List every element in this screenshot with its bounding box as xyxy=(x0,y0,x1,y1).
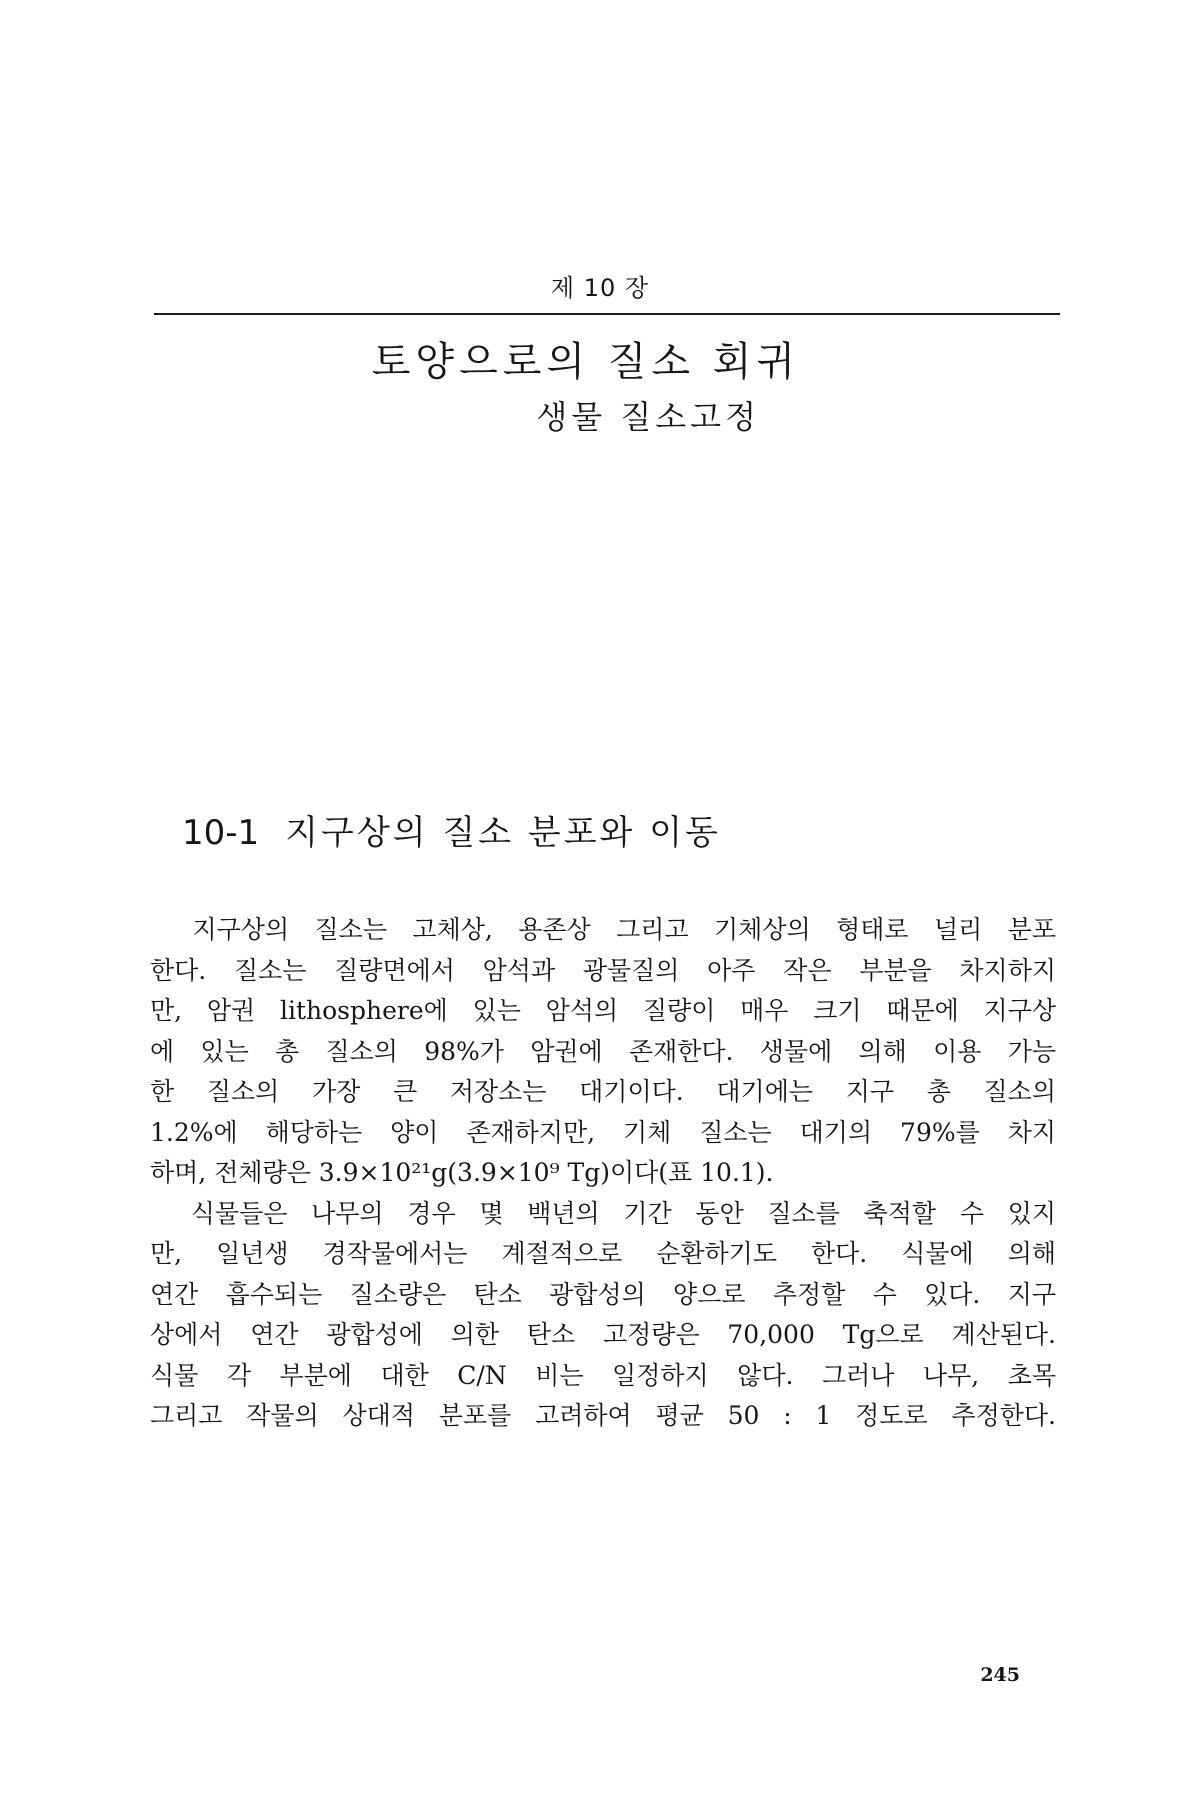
section-title: 지구상의 질소 분포와 이동 xyxy=(285,813,721,853)
body-line: 만, 일년생 경작물에서는 계절적으로 순환하기도 한다. 식물에 의해 xyxy=(150,1239,1056,1268)
chapter-title: 토양으로의 질소 회귀 xyxy=(371,339,800,385)
chapter-divider xyxy=(154,313,1060,315)
section-number: 10-1 xyxy=(182,813,260,853)
body-line: 식물들은 나무의 경우 몇 백년의 기간 동안 질소를 축적할 수 있지 xyxy=(150,1198,1056,1228)
chapter-subtitle: 생물 질소고정 xyxy=(536,398,760,436)
body-line: 1.2%에 해당하는 양이 존재하지만, 기체 질소는 대기의 79%를 차지 xyxy=(150,1117,1056,1147)
body-line: 식물 각 부분에 대한 C/N 비는 일정하지 않다. 그러나 나무, 초목 xyxy=(150,1360,1056,1390)
body-line: 에 있는 총 질소의 98%가 암권에 존재한다. 생물에 의해 이용 가능 xyxy=(150,1036,1056,1066)
section-heading xyxy=(182,805,721,854)
body-line: 연간 흡수되는 질소량은 탄소 광합성의 양으로 추정할 수 있다. 지구 xyxy=(150,1279,1056,1309)
body-line: 지구상의 질소는 고체상, 용존상 그리고 기체상의 형태로 널리 분포 xyxy=(150,915,1056,944)
body-line: 하며, 전체량은 3.9×10²¹g(3.9×10⁹ Tg)이다(표 10.1). xyxy=(150,1158,774,1187)
body-line: 한다. 질소는 질량면에서 암석과 광물질의 아주 작은 부분을 차지하지 xyxy=(150,955,1056,985)
body-line: 한 질소의 가장 큰 저장소는 대기이다. 대기에는 지구 총 질소의 xyxy=(150,1077,1056,1106)
body-line: 그리고 작물의 상대적 분포를 고려하여 평균 50 : 1 정도로 추정한다. xyxy=(150,1401,1056,1430)
body-line: 만, 암권 lithosphere에 있는 암석의 질량이 매우 크기 때문에 지구상 xyxy=(150,996,1056,1025)
body-line: 상에서 연간 광합성에 의한 탄소 고정량은 70,000 Tg으로 계산된다. xyxy=(150,1320,1056,1349)
body-text xyxy=(150,910,1056,1437)
page-number: 245 xyxy=(980,1664,1020,1686)
chapter-label: 제 10 장 xyxy=(550,274,650,302)
